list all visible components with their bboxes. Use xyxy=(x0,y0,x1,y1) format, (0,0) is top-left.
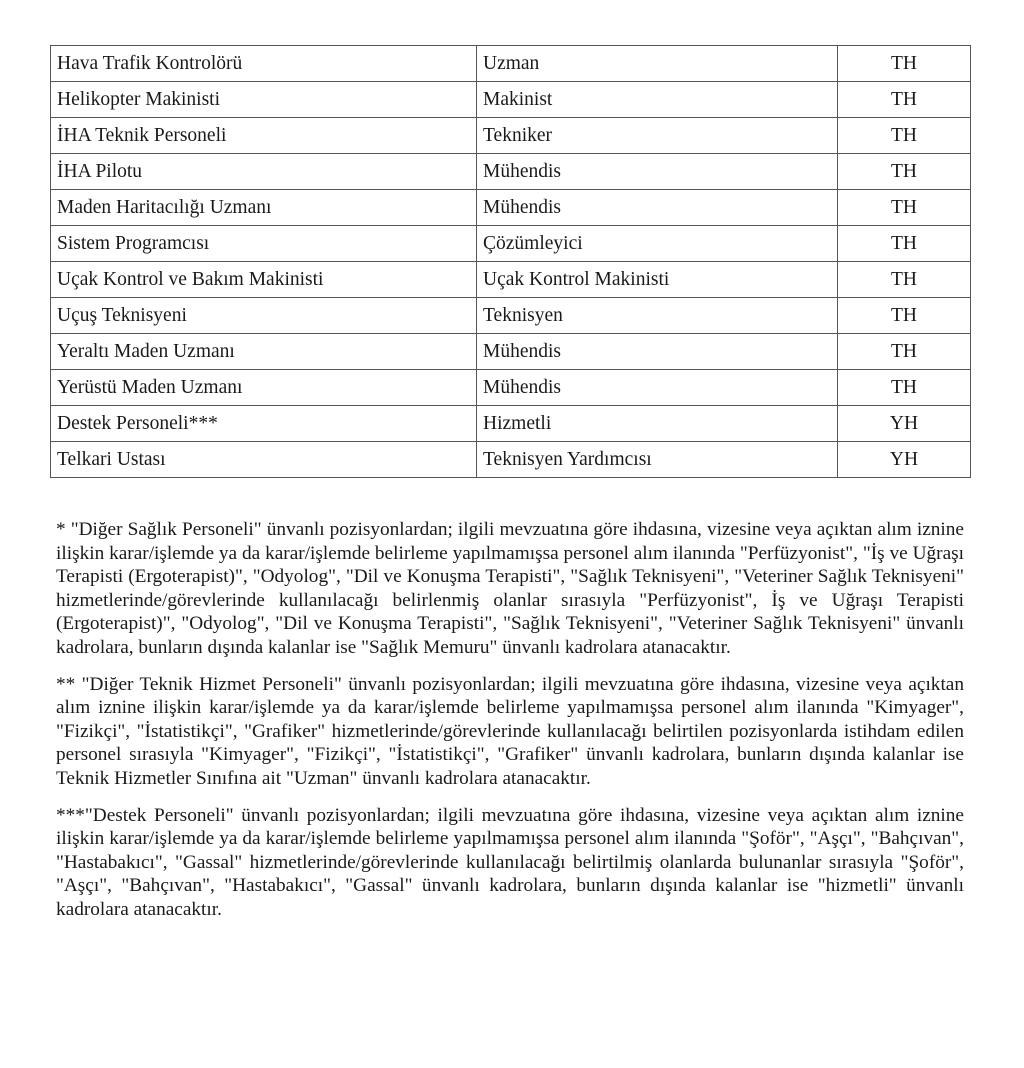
title-cell: Tekniker xyxy=(477,118,838,154)
title-cell: Mühendis xyxy=(477,154,838,190)
title-cell: Teknisyen xyxy=(477,298,838,334)
position-cell: Helikopter Makinisti xyxy=(51,82,477,118)
class-code-cell: TH xyxy=(838,82,971,118)
table-row xyxy=(51,298,971,334)
table-row xyxy=(51,46,971,82)
position-cell: Telkari Ustası xyxy=(51,442,477,478)
class-code-cell: YH xyxy=(838,442,971,478)
title-cell: Uzman xyxy=(477,46,838,82)
position-cell: İHA Pilotu xyxy=(51,154,477,190)
table-row xyxy=(51,190,971,226)
table-row xyxy=(51,406,971,442)
table-row xyxy=(51,118,971,154)
title-cell: Uçak Kontrol Makinisti xyxy=(477,262,838,298)
title-cell: Mühendis xyxy=(477,370,838,406)
footnote-technical-personnel: ** "Diğer Teknik Hizmet Personeli" ünvanlı pozisyonlardan; ilgili mevzuatına göre ihdasına, vizesine veya açıktan alım iznine ilişkin karar/işlemde ya da karar/işlemde belirleme yapılmamışsa personel alım ilanında "Kimyager", "Fizikçi", "İstatistikçi", "Grafiker" hizmetlerinde/görevlerinde kullanılacağı belirtilen pozisyonlarda istihdam edilen personel sırasıyla "Kimyager", "Fizikçi", "İstatistikçi", "Grafiker" ünvanlı kadrolara, bunların dışında kalanlar ise Teknik Hizmetler Sınıfına ait "Uzman" ünvanlı kadrolara atanacaktır. xyxy=(56,673,964,789)
table-row xyxy=(51,334,971,370)
position-cell: Uçak Kontrol ve Bakım Makinisti xyxy=(51,262,477,298)
footnote-support-personnel: ***"Destek Personeli" ünvanlı pozisyonlardan; ilgili mevzuatına göre ihdasına, vizesine veya açıktan alım iznine ilişkin karar/işlemde ya da karar/işlemde belirleme yapılmamışsa personel alım ilanında "Şoför", "Aşçı", "Bahçıvan", "Hastabakıcı", "Gassal" hizmetlerinde/görevlerinde kullanılacağı belirtilmiş olanlarda bulunanlar sırasıyla "Şoför", "Aşçı", "Bahçıvan", "Hastabakıcı", "Gassal" ünvanlı kadrolara, bunların dışında kalanlar ise "hizmetli" ünvanlı kadrolara atanacaktır. xyxy=(56,804,964,920)
footnote-health-personnel: * "Diğer Sağlık Personeli" ünvanlı pozisyonlardan; ilgili mevzuatına göre ihdasına, vizesine veya açıktan alım iznine ilişkin karar/işlemde ya da karar/işlemde belirleme yapılmamışsa personel alım ilanında "Perfüzyonist", "İş ve Uğraşı Terapisti (Ergoterapist)", "Odyolog", "Dil ve Konuşma Terapisti", "Sağlık Teknisyeni", "Veteriner Sağlık Teknisyeni" hizmetlerinde/görevlerinde kullanılacağı belirlenmiş olanlar sırasıyla "Perfüzyonist", İş ve Uğraşı Terapisti (Ergoterapist)", "Odyolog", "Dil ve Konuşma Terapisti", "Sağlık Teknisyeni", "Veteriner Sağlık Teknisyeni" ünvanlı kadrolara, bunların dışında kalanlar ise "Sağlık Memuru" ünvanlı kadrolara atanacaktır. xyxy=(56,519,964,658)
table-row xyxy=(51,442,971,478)
title-cell: Hizmetli xyxy=(477,406,838,442)
position-cell: Uçuş Teknisyeni xyxy=(51,298,477,334)
position-cell: Destek Personeli*** xyxy=(51,406,477,442)
position-cell: Yeraltı Maden Uzmanı xyxy=(51,334,477,370)
table-row xyxy=(51,226,971,262)
position-cell: İHA Teknik Personeli xyxy=(51,118,477,154)
class-code-cell: TH xyxy=(838,262,971,298)
table-row xyxy=(51,370,971,406)
class-code-cell: YH xyxy=(838,406,971,442)
title-cell: Çözümleyici xyxy=(477,226,838,262)
class-code-cell: TH xyxy=(838,370,971,406)
table-row xyxy=(51,82,971,118)
position-cell: Sistem Programcısı xyxy=(51,226,477,262)
class-code-cell: TH xyxy=(838,334,971,370)
class-code-cell: TH xyxy=(838,190,971,226)
table-row xyxy=(51,262,971,298)
title-cell: Mühendis xyxy=(477,334,838,370)
class-code-cell: TH xyxy=(838,118,971,154)
position-cell: Maden Haritacılığı Uzmanı xyxy=(51,190,477,226)
class-code-cell: TH xyxy=(838,154,971,190)
table-row xyxy=(51,154,971,190)
position-title-table xyxy=(50,45,971,478)
footnotes xyxy=(56,518,964,935)
title-cell: Teknisyen Yardımcısı xyxy=(477,442,838,478)
class-code-cell: TH xyxy=(838,46,971,82)
position-cell: Hava Trafik Kontrolörü xyxy=(51,46,477,82)
class-code-cell: TH xyxy=(838,226,971,262)
title-cell: Makinist xyxy=(477,82,838,118)
title-cell: Mühendis xyxy=(477,190,838,226)
class-code-cell: TH xyxy=(838,298,971,334)
position-cell: Yerüstü Maden Uzmanı xyxy=(51,370,477,406)
